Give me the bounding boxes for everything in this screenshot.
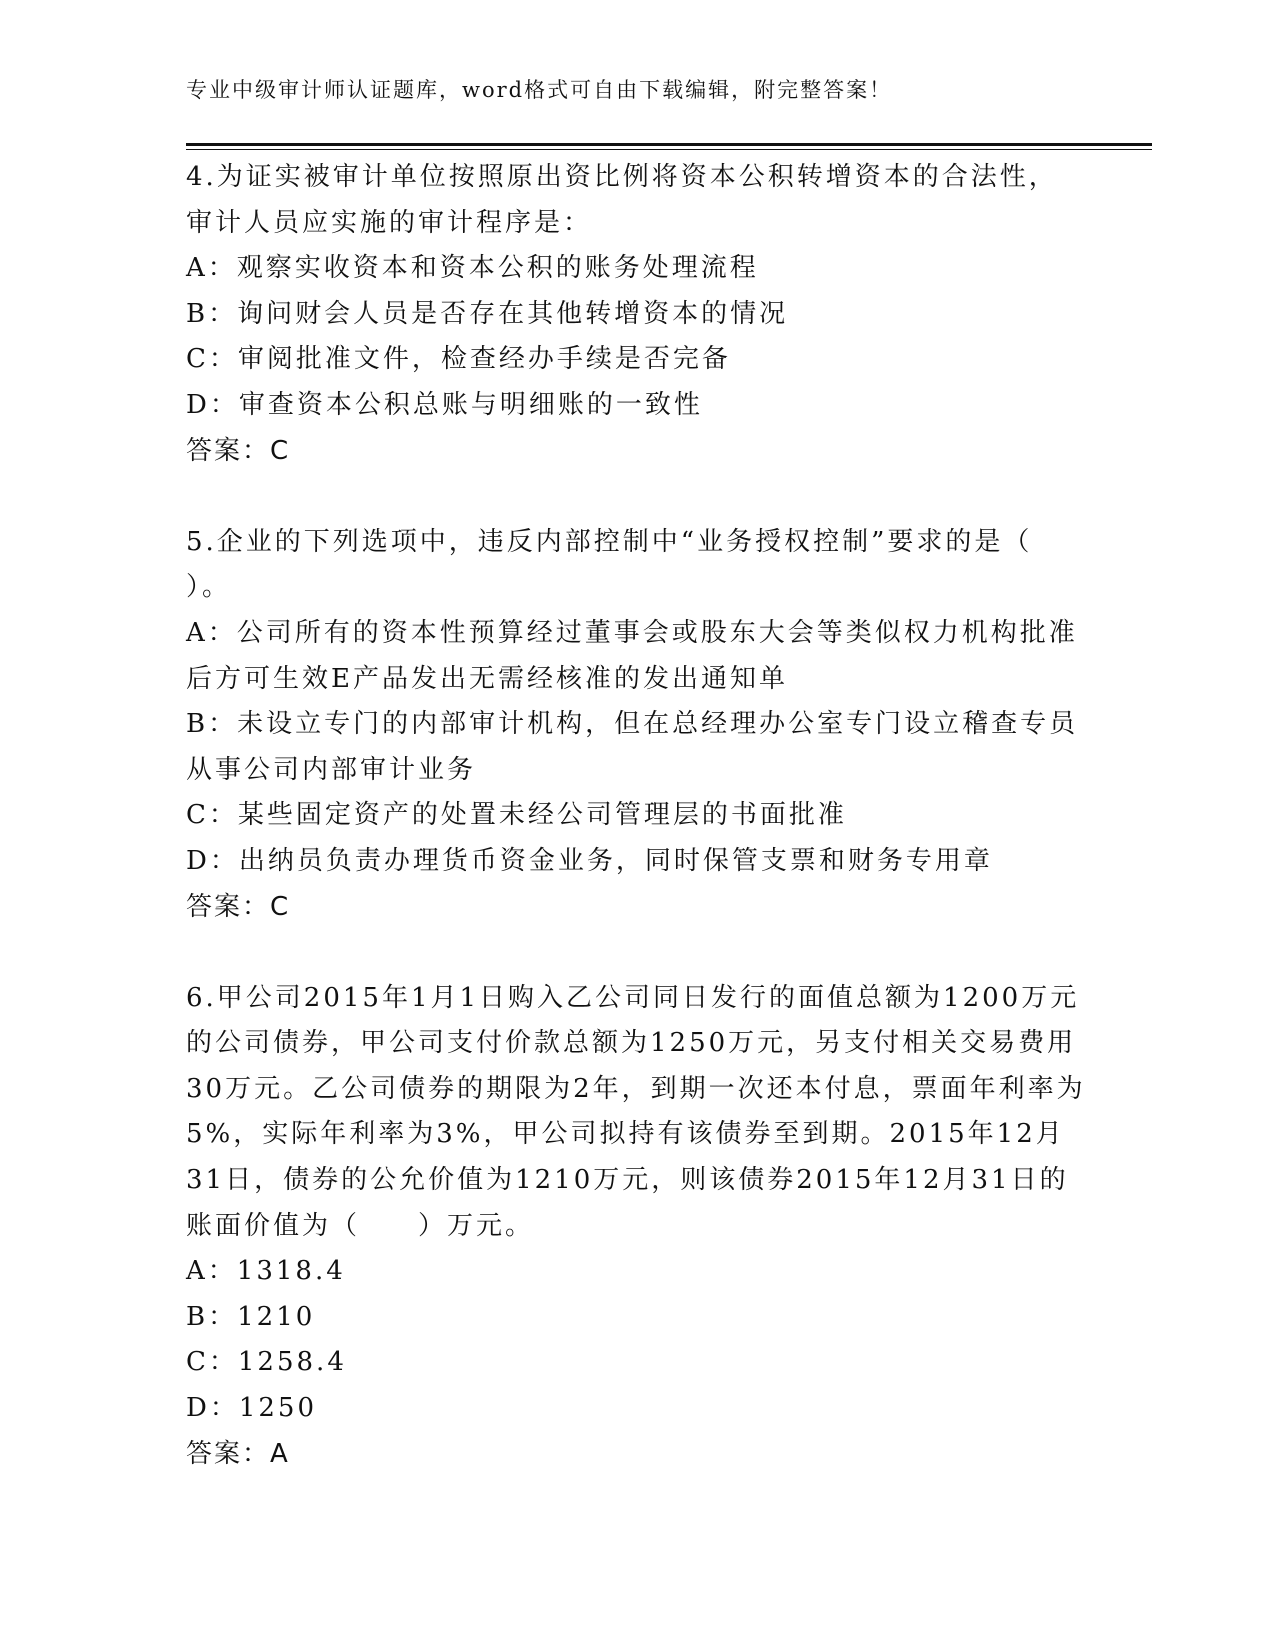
answer: 答案：C: [186, 891, 291, 922]
header-rule-thick: [186, 143, 1152, 146]
option-a: A：公司所有的资本性预算经过董事会或股东大会等类似权力机构批准后方可生效E产品发出无需经核准的发出通知单: [186, 617, 1078, 694]
option-d: D：1250: [186, 1393, 318, 1424]
spacer: [186, 474, 1086, 520]
question-4: [186, 155, 1086, 474]
question-text: 6.甲公司2015年1月1日购入乙公司同日发行的面值总额为1200万元的公司债券，甲公司支付价款总额为1250万元，另支付相关交易费用30万元。乙公司债券的期限为2年，到期一次还本付息，票面年利率为5%，实际年利率为3%，甲公司拟持有该债券至到期。2015年12月31日，债券的公允价值为1210万元，则该债券2015年12月31日的账面价值为（ ）万元。: [186, 982, 1086, 1241]
option-b: B：1210: [186, 1301, 316, 1332]
option-c: C：某些固定资产的处置未经公司管理层的书面批准: [186, 800, 847, 831]
question-text: 4.为证实被审计单位按照原出资比例将资本公积转增资本的合法性，审计人员应实施的审计程序是：: [186, 162, 1058, 238]
option-b: B：询问财会人员是否存在其他转增资本的情况: [186, 298, 789, 329]
answer: 答案：C: [186, 435, 291, 466]
option-d: D：出纳员负责办理货币资金业务，同时保管支票和财务专用章: [186, 845, 993, 876]
option-a: A：观察实收资本和资本公积的账务处理流程: [186, 253, 759, 284]
header-rule-thin: [186, 149, 1152, 150]
option-c: C：1258.4: [186, 1347, 347, 1378]
answer: 答案：A: [186, 1438, 290, 1469]
option-d: D：审查资本公积总账与明细账的一致性: [186, 389, 703, 420]
option-b: B：未设立专门的内部审计机构，但在总经理办公室专门设立稽查专员从事公司内部审计业务: [186, 709, 1079, 785]
option-c: C：审阅批准文件，检查经办手续是否完备: [186, 344, 731, 375]
question-6: [186, 976, 1086, 1478]
question-5: [186, 520, 1086, 930]
spacer: [186, 930, 1086, 976]
question-list: [186, 155, 1086, 1477]
option-a: A：1318.4: [186, 1256, 346, 1287]
question-text: 5.企业的下列选项中，违反内部控制中“业务授权控制”要求的是（ ）。: [186, 526, 1033, 603]
page-header: 专业中级审计师认证题库，word格式可自由下载编辑，附完整答案！: [186, 78, 893, 102]
